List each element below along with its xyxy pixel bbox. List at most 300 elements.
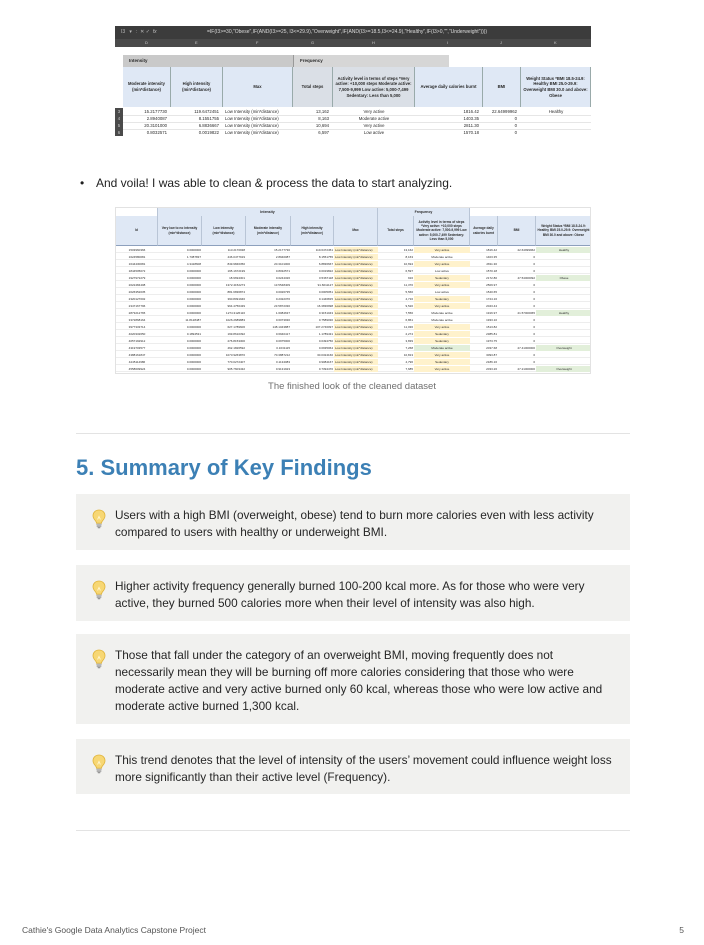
table-cell: 70.3887212 bbox=[274, 353, 290, 357]
band-intensity: Intensity bbox=[123, 55, 293, 67]
table-row bbox=[116, 254, 591, 260]
table-cell: 0.7589030 bbox=[318, 318, 333, 322]
divider bbox=[76, 830, 630, 831]
table-cell: 195.1672199 bbox=[227, 269, 245, 273]
table-cell: 0.9084167 bbox=[318, 360, 333, 364]
table-cell: 27.41000000 bbox=[517, 346, 535, 350]
table-cell: 0.1894531 bbox=[186, 332, 201, 336]
table-cell: Moderate active bbox=[414, 345, 470, 351]
table-cell: 2320127002 bbox=[128, 297, 146, 301]
table-row bbox=[116, 338, 591, 344]
table-cell: Very active bbox=[414, 324, 470, 330]
page-number: 5 bbox=[679, 925, 684, 935]
table-cell: Healthy bbox=[536, 247, 591, 253]
figure-caption: The finished look of the cleaned dataset bbox=[268, 381, 436, 392]
column-header: Weight Status *BMI 18.5-24.9: Healthy BMI 25.0-29.9: Overweight BMI 30.0 and above: Obese bbox=[536, 216, 591, 246]
table-cell bbox=[536, 268, 591, 274]
table-cell: 0.8032571 bbox=[275, 269, 290, 273]
table-cell: 2172.80 bbox=[486, 276, 497, 280]
table-cell: 47.54000092 bbox=[517, 276, 535, 280]
table-row bbox=[116, 359, 591, 365]
table-row: 6 0.8032571 0.0019822 Low Intensity (min*distance) 6,597 Low active 1570.18 0 bbox=[115, 129, 591, 136]
table-row bbox=[116, 282, 591, 288]
column-header: High intensity (min*distance) bbox=[291, 216, 334, 246]
table-cell: 0.3151043 bbox=[318, 311, 333, 315]
table-cell: 0.0975000 bbox=[275, 339, 290, 343]
table-cell: 1274.3126116 bbox=[226, 311, 245, 315]
table-cell bbox=[536, 289, 591, 295]
table-cell: Low Intensity (min*distance) bbox=[334, 331, 378, 337]
table-cell: 916 bbox=[407, 276, 413, 280]
column-header: Weight Status *BMI 18.5-24.9: Healthy BMI 25.0-29.9: Overweight BMI 30.0 and above: Obese bbox=[521, 67, 591, 107]
table-cell: 0 bbox=[533, 353, 535, 357]
column-letter: D bbox=[145, 40, 148, 45]
table-cell: 0 bbox=[533, 290, 535, 294]
column-header: Low intensity (min*distance) bbox=[202, 216, 246, 246]
table-cell: 11,370 bbox=[404, 283, 413, 287]
table-cell: 0.0000000 bbox=[186, 311, 201, 315]
table-row bbox=[116, 289, 591, 295]
table-cell: 13,162 bbox=[403, 248, 413, 252]
table-cell bbox=[536, 296, 591, 302]
column-header: Activity level in terms of steps *Very active: +10,000 steps Moderate active: 7,500-9,999 Low active: 5,000-7,499 Sedentary: Less than 5,000 bbox=[414, 216, 470, 246]
table-cell: Low active bbox=[434, 290, 450, 294]
column-header: Id bbox=[116, 216, 158, 246]
table-cell: 1.6084637 bbox=[275, 311, 290, 315]
bullet-text: And voila! I was able to clean & process the data to start analyzing. bbox=[96, 176, 453, 190]
table-cell: 91.6611127 bbox=[317, 283, 333, 287]
table-cell: 11,036 bbox=[404, 325, 413, 329]
table-cell: 0.0244326 bbox=[275, 276, 290, 280]
table-cell: 23.5872330 bbox=[274, 304, 290, 308]
table-row bbox=[116, 261, 591, 267]
table-cell: 0 bbox=[533, 339, 535, 343]
finding-text: Higher activity frequency generally burned 100-200 kcal more. As for those who were very active, they burned 500 calories more when their level of intensity was also high. bbox=[115, 579, 585, 610]
table-cell: 770.0272407 bbox=[227, 360, 245, 364]
table-cell bbox=[536, 261, 591, 267]
table-cell: 8.1551755 bbox=[318, 255, 333, 259]
table-cell: 0.0005051 bbox=[318, 290, 333, 294]
table-cell: Moderate active bbox=[431, 318, 453, 322]
table-cell: 849.9846350 bbox=[227, 262, 245, 266]
table-cell: 20.3101000 bbox=[274, 262, 290, 266]
table-cell: Very active bbox=[414, 352, 470, 358]
column-header: Max bbox=[334, 216, 378, 246]
table-cell: 0.0000000 bbox=[186, 325, 201, 329]
table-cell: 0.0000000 bbox=[186, 353, 201, 357]
formula-bar: I3 ▾ : ✕ ✓ fx =IF(I3>=30,"Obese",IF(AND(I3>=25, I3<=29.9),"Overweight",IF(AND(I3>=18.5,I3<=24.9),"Healthy",IF(I3>0,"","Underweight")))) bbox=[115, 26, 591, 39]
table-cell: 21.57000065 bbox=[517, 311, 535, 315]
table-cell: 0.0000000 bbox=[186, 346, 201, 350]
table-cell: 1816.42 bbox=[463, 109, 479, 114]
table-cell: 0 bbox=[533, 269, 535, 273]
table-row bbox=[116, 310, 591, 316]
table-cell: 9,520 bbox=[405, 304, 413, 308]
table-cell: 0.0494750 bbox=[318, 339, 333, 343]
table-cell: 905.7603432 bbox=[227, 367, 245, 371]
table-row bbox=[116, 366, 591, 372]
table-cell: 2347167796 bbox=[128, 304, 146, 308]
column-letter: I bbox=[447, 40, 449, 45]
table-cell: Very active bbox=[414, 261, 470, 267]
table-cell: 2026352035 bbox=[128, 290, 146, 294]
column-letter: E bbox=[195, 40, 198, 45]
table-cell: 0 bbox=[533, 332, 535, 336]
table-cell: 276.8153300 bbox=[227, 339, 245, 343]
table-cell: 0.1446815 bbox=[318, 297, 333, 301]
table-cell: 0 bbox=[514, 123, 517, 128]
table-cell: 964.4756439 bbox=[227, 304, 245, 308]
table-cell bbox=[536, 303, 591, 309]
table-cell: 10,694 bbox=[315, 123, 329, 128]
table-cell: Low Intensity (min*distance) bbox=[334, 275, 378, 281]
table-cell: 2037.68 bbox=[486, 346, 497, 350]
table-cell: Moderate active bbox=[358, 116, 390, 121]
table-row: 5 20.3101000 6.8836667 Low Intensity (min*distance) 10,694 Very active 2811.30 0 bbox=[115, 122, 591, 130]
table-cell: Low Intensity (min*distance) bbox=[334, 345, 378, 351]
table-cell: 462.1826592 bbox=[227, 346, 245, 350]
column-letter: G bbox=[311, 40, 315, 45]
table-cell: 1973.75 bbox=[486, 339, 497, 343]
table-cell: Very active bbox=[363, 123, 385, 128]
table-cell: 2873212765 bbox=[128, 311, 146, 315]
column-header: Very low to no intensity (min*distance) bbox=[158, 216, 202, 246]
column-letter: K bbox=[554, 40, 557, 45]
table-cell: 4,796 bbox=[405, 360, 413, 364]
table-row bbox=[116, 324, 591, 330]
table-cell: 1570.18 bbox=[486, 269, 497, 273]
table-cell: 0.5367118 bbox=[319, 276, 333, 280]
table-cell: 20.3101000 bbox=[144, 123, 167, 128]
table-cell: 4.3418608 bbox=[186, 262, 201, 266]
table-cell: Low Intensity (min*distance) bbox=[334, 289, 378, 295]
table-row bbox=[116, 345, 591, 351]
table-cell: Low Intensity (min*distance) bbox=[334, 338, 378, 344]
table-cell: 2385.81 bbox=[486, 332, 497, 336]
formula-text: =IF(I3>=30,"Obese",IF(AND(I3>=25, I3<=29.9),"Overweight",IF(AND(I3>=18.5,I3<=24.9),"Healthy",IF(I3>0,"","Underweight")))) bbox=[207, 29, 488, 35]
table-cell: 0.0000000 bbox=[186, 276, 201, 280]
table-cell bbox=[536, 282, 591, 288]
table-cell: 0.0019822 bbox=[198, 130, 219, 135]
table-cell: Very active bbox=[414, 247, 470, 253]
table-cell: 1844505072 bbox=[128, 269, 146, 273]
table-cell: 119.6472451 bbox=[315, 248, 333, 252]
table-cell: 30.0324160 bbox=[317, 353, 333, 357]
table-cell: 0 bbox=[514, 116, 517, 121]
table-cell: 0.6940417 bbox=[275, 332, 290, 336]
table-cell: 2043.44 bbox=[486, 304, 497, 308]
table-cell: Moderate active bbox=[431, 255, 453, 259]
table-cell: Sedentary bbox=[414, 359, 470, 365]
bullet-dot: • bbox=[80, 176, 85, 190]
table-cell: 0.1134083 bbox=[276, 360, 290, 364]
table-cell: 0.7394470 bbox=[318, 367, 333, 371]
lightbulb-icon bbox=[91, 649, 107, 669]
table-cell: 0.0000000 bbox=[186, 367, 201, 371]
table-cell: Low Intensity (min*distance) bbox=[334, 296, 378, 302]
band-frequency: Frequency bbox=[378, 208, 470, 216]
table-cell: 446.0477919 bbox=[227, 255, 245, 259]
table-cell: 7,685 bbox=[405, 367, 413, 371]
finding-callout bbox=[76, 739, 630, 794]
table-cell: 881.6836874 bbox=[227, 290, 245, 294]
table-cell: 6,597 bbox=[318, 130, 329, 135]
table-cell: 0 bbox=[533, 283, 535, 287]
table-cell: Very active bbox=[363, 109, 385, 114]
column-header-row bbox=[115, 39, 591, 47]
table-cell: 0.0019822 bbox=[318, 269, 333, 273]
table-cell: 1026.2689883 bbox=[225, 318, 245, 322]
column-header: Max bbox=[223, 67, 293, 107]
table-cell: 1570.18 bbox=[463, 130, 479, 135]
table-cell: 0.1631115 bbox=[276, 346, 290, 350]
table-cell: 1916.97 bbox=[486, 311, 497, 315]
table-cell: 0 bbox=[514, 130, 517, 135]
table-cell: 0 bbox=[533, 255, 535, 259]
table-cell: Low Intensity (min*distance) bbox=[334, 247, 378, 253]
divider bbox=[76, 433, 630, 434]
table-cell: 0.0000000 bbox=[186, 339, 201, 343]
table-cell: 13.5548409 bbox=[274, 283, 290, 287]
table-cell: 22.64999962 bbox=[517, 248, 535, 252]
column-header: Total steps bbox=[378, 216, 414, 246]
finding-callout bbox=[76, 565, 630, 621]
table-cell bbox=[536, 352, 591, 358]
table-cell: 1.7387837 bbox=[186, 255, 201, 259]
table-cell: 2022484408 bbox=[128, 283, 146, 287]
table-cell: 16.3836998 bbox=[317, 304, 333, 308]
band-empty bbox=[449, 55, 591, 67]
table-row bbox=[116, 268, 591, 274]
column-header: Total steps bbox=[293, 67, 333, 107]
table-cell: 148.1043887 bbox=[272, 325, 290, 329]
table-cell: 6.8836667 bbox=[198, 123, 219, 128]
table-cell: 627.1789606 bbox=[227, 325, 245, 329]
table-cell: 4020332650 bbox=[128, 332, 146, 336]
column-letter: H bbox=[372, 40, 375, 45]
table-cell: 6,861 bbox=[405, 318, 413, 322]
table-cell: Low Intensity (min*distance) bbox=[334, 303, 378, 309]
table-cell: 1816.42 bbox=[486, 248, 497, 252]
table-cell: 0.0000000 bbox=[186, 248, 201, 252]
column-letter: J bbox=[500, 40, 502, 45]
table-cell: Healthy bbox=[536, 310, 591, 316]
table-cell: 4057192912 bbox=[128, 339, 146, 343]
table-row: 4 2.8940087 8.1551755 Low Intensity (min*distance) 8,163 Moderate active 1403.35 0 bbox=[115, 115, 591, 123]
table-cell: Low Intensity (min*distance) bbox=[225, 109, 279, 114]
column-header: Moderate intensity (min*distance) bbox=[123, 67, 171, 107]
table-cell bbox=[536, 338, 591, 344]
table-cell: Very active bbox=[414, 303, 470, 309]
table-cell: Very active bbox=[414, 366, 470, 372]
table-cell: 1927972279 bbox=[128, 276, 146, 280]
table-cell: 3,839 bbox=[405, 339, 413, 343]
table-cell: 0 bbox=[533, 360, 535, 364]
table-cell: Sedentary bbox=[414, 275, 470, 281]
table-cell bbox=[536, 324, 591, 330]
table-cell: 119.6472451 bbox=[194, 109, 219, 114]
finding-callout bbox=[76, 634, 630, 724]
table-cell: 2811.30 bbox=[463, 123, 479, 128]
table-cell: Low Intensity (min*distance) bbox=[334, 261, 378, 267]
table-cell: 0 bbox=[533, 325, 535, 329]
table-row bbox=[116, 247, 591, 253]
column-header: Average daily calories burnt bbox=[415, 67, 483, 107]
table-cell: 4388161847 bbox=[128, 353, 146, 357]
table-cell: 0.0000000 bbox=[186, 290, 201, 294]
band-empty bbox=[116, 208, 158, 216]
lightbulb-icon bbox=[91, 754, 107, 774]
table-cell: 0 bbox=[533, 318, 535, 322]
table-cell: 10,694 bbox=[403, 262, 413, 266]
band-frequency: Frequency bbox=[293, 55, 449, 67]
finding-text: Users with a high BMI (overweight, obese) tend to burn more calories even with less activity compared to users with healthy or underweight BMI. bbox=[115, 508, 594, 539]
table-cell: 0 bbox=[533, 297, 535, 301]
finding-callout bbox=[76, 494, 630, 550]
band-intensity: Intensity bbox=[158, 208, 378, 216]
table-cell: Low Intensity (min*distance) bbox=[334, 317, 378, 323]
table-cell: 1073.9263870 bbox=[225, 353, 245, 357]
table-cell: 4,716 bbox=[405, 297, 413, 301]
table-cell: Low Intensity (min*distance) bbox=[334, 282, 378, 288]
table-cell: Low Intensity (min*distance) bbox=[225, 130, 279, 135]
table-cell: 0.0000000 bbox=[186, 269, 201, 273]
table-row bbox=[116, 331, 591, 337]
table-cell: 1644430081 bbox=[128, 262, 146, 266]
table-cell: 1724.16 bbox=[486, 297, 497, 301]
table-cell: 0.0000000 bbox=[186, 304, 201, 308]
lightbulb-icon bbox=[91, 580, 107, 600]
table-cell: Low Intensity (min*distance) bbox=[334, 254, 378, 260]
table-cell: 4319703577 bbox=[128, 346, 146, 350]
table-cell: 2,274 bbox=[405, 332, 413, 336]
table-cell: Healthy bbox=[548, 109, 564, 114]
table-cell: Low Intensity (min*distance) bbox=[334, 366, 378, 372]
table-cell: 199.8610392 bbox=[227, 332, 245, 336]
table-cell: Low Intensity (min*distance) bbox=[334, 352, 378, 358]
table-cell: 107.2746097 bbox=[315, 325, 333, 329]
table-cell: 0 bbox=[533, 262, 535, 266]
column-header: Activity level in terms of steps *Very active: +10,000 steps Moderate active: 7,500-9,999 Low active: 5,000-7,499 Sedentary: Less than 5,000 bbox=[333, 67, 415, 107]
table-cell: 8.1551755 bbox=[198, 116, 219, 121]
table-cell: Obese bbox=[536, 275, 591, 281]
table-cell: 1503960366 bbox=[128, 248, 146, 252]
table-cell: 1403.35 bbox=[463, 116, 479, 121]
table-cell: 2811.30 bbox=[486, 262, 497, 266]
table-cell: 13,162 bbox=[315, 109, 329, 114]
table-cell: 0.9131923 bbox=[275, 367, 290, 371]
table-cell: 10,813 bbox=[403, 353, 413, 357]
table-cell: Low Intensity (min*distance) bbox=[334, 359, 378, 365]
table-cell bbox=[536, 254, 591, 260]
column-header: High intensity (min*distance) bbox=[171, 67, 223, 107]
table-cell: Low Intensity (min*distance) bbox=[334, 324, 378, 330]
table-cell: 0.0026735 bbox=[275, 290, 290, 294]
table-cell: 1933.10 bbox=[486, 318, 497, 322]
table-cell: 113.2170938 bbox=[227, 248, 245, 252]
table-cell: 3372868164 bbox=[128, 318, 146, 322]
lightbulb-icon bbox=[91, 509, 107, 529]
column-header: BMI bbox=[498, 216, 536, 246]
table-cell: 15.2177730 bbox=[144, 109, 167, 114]
table-cell: Moderate active bbox=[431, 311, 453, 315]
table-cell: 0 bbox=[533, 304, 535, 308]
table-cell: 1.1789431 bbox=[318, 332, 333, 336]
table-cell: Low Intensity (min*distance) bbox=[334, 310, 378, 316]
table-cell: Low active bbox=[363, 130, 385, 135]
column-header: Moderate intensity (min*distance) bbox=[246, 216, 291, 246]
table-cell: 0.0935064 bbox=[318, 346, 333, 350]
table-cell: Low active bbox=[434, 269, 450, 273]
table-cell: 6,597 bbox=[405, 269, 413, 273]
table-cell: Sedentary bbox=[414, 331, 470, 337]
table-cell: 0.2322370 bbox=[275, 297, 290, 301]
table-cell: 27.21000000 bbox=[517, 367, 535, 371]
table-cell: 3977333714 bbox=[128, 325, 146, 329]
table-cell: Sedentary bbox=[414, 338, 470, 344]
table-cell: 0.6073930 bbox=[275, 318, 290, 322]
table-cell: 390.8091946 bbox=[227, 297, 245, 301]
table-cell: Sedentary bbox=[414, 296, 470, 302]
table-cell: 2186.16 bbox=[486, 360, 497, 364]
table-row bbox=[116, 352, 591, 358]
band-empty bbox=[470, 208, 591, 216]
table-cell: 8,163 bbox=[318, 116, 329, 121]
table-cell: Very active bbox=[414, 282, 470, 288]
table-cell: 2.8940087 bbox=[146, 116, 167, 121]
table-cell: 1372.4152273 bbox=[225, 283, 245, 287]
column-letter: F bbox=[256, 40, 259, 45]
table-cell: 8,163 bbox=[405, 255, 413, 259]
table-cell: Low Intensity (min*distance) bbox=[334, 268, 378, 274]
table-row: 3 15.2177730 119.6472451 Low Intensity (min*distance) 13,162 Very active 1816.42 22.64999962 Healthy bbox=[115, 108, 591, 116]
finding-text: Those that fall under the category of an overweight BMI, moving frequently does not necessarily mean they will be burning off more calories considering that those who were moderate active and very active burned only 60 kcal, whereas those who were low active and moderate active burned 1,300 kcal. bbox=[115, 648, 603, 713]
table-row bbox=[116, 317, 591, 323]
table-row bbox=[116, 275, 591, 281]
table-cell: 18.9694301 bbox=[229, 276, 245, 280]
table-cell: 1513.82 bbox=[486, 325, 497, 329]
column-header: BMI bbox=[483, 67, 521, 107]
table-cell: 0.8032571 bbox=[146, 130, 167, 135]
table-cell: Overweight bbox=[536, 345, 591, 351]
table-row bbox=[116, 296, 591, 302]
column-header: Average daily calories burnt bbox=[470, 216, 498, 246]
table-cell: 3093.87 bbox=[486, 353, 497, 357]
table-cell: 6.8836667 bbox=[318, 262, 333, 266]
table-cell: 1540.65 bbox=[486, 290, 497, 294]
table-cell bbox=[536, 317, 591, 323]
table-cell: 5,566 bbox=[405, 290, 413, 294]
table-cell: 4558609924 bbox=[128, 367, 146, 371]
table-cell: 7,268 bbox=[405, 346, 413, 350]
spreadsheet-screenshot-formula bbox=[115, 26, 591, 136]
table-cell: Low Intensity (min*distance) bbox=[225, 123, 279, 128]
table-cell: 0.0000000 bbox=[186, 360, 201, 364]
table-cell bbox=[536, 331, 591, 337]
finding-text: This trend denotes that the level of intensity of the users’ movement could influence weight loss more significantly than their active level (Frequency). bbox=[115, 753, 612, 784]
table-cell: 2033.26 bbox=[486, 367, 497, 371]
table-cell: 0.0000000 bbox=[186, 297, 201, 301]
table-cell: 2509.97 bbox=[486, 283, 497, 287]
table-cell: 11.8128487 bbox=[185, 318, 201, 322]
table-cell: 1624580081 bbox=[128, 255, 146, 259]
table-cell: 15.2177730 bbox=[274, 248, 290, 252]
table-cell: 4445114986 bbox=[128, 360, 146, 364]
table-cell: 1403.35 bbox=[486, 255, 497, 259]
table-row bbox=[116, 303, 591, 309]
table-cell: Overweight bbox=[536, 366, 591, 372]
table-cell: 22.64999962 bbox=[491, 109, 517, 114]
